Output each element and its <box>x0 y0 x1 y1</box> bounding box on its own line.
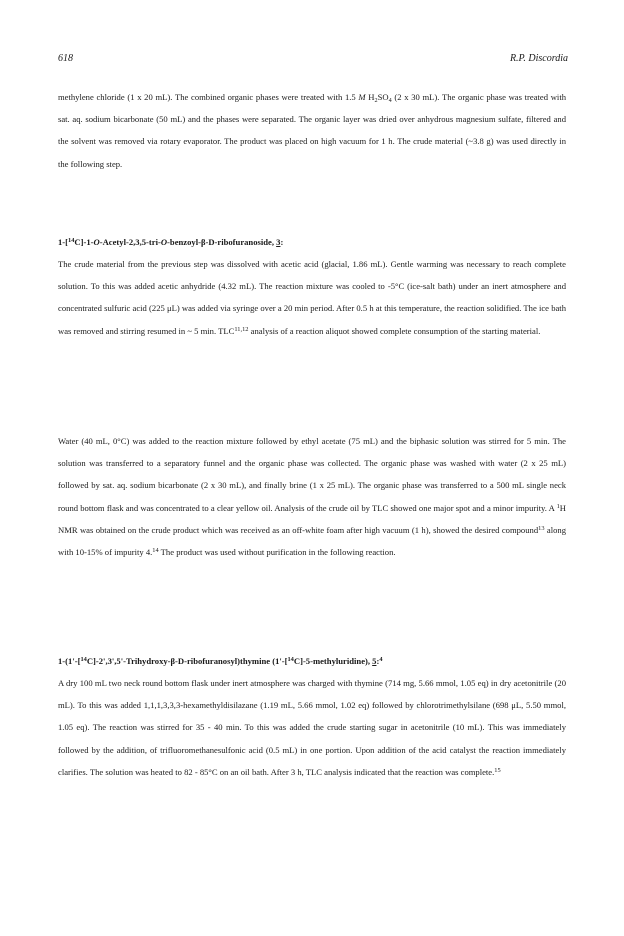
page-header <box>58 53 568 64</box>
section-heading-compound-3: 1-[$^{14}$C]-1-O-Acetyl-2,3,5-tri-O-benzoyl-β-D-ribofuranoside, 3: <box>58 237 284 247</box>
paragraph-glycosylation: A dry 100 mL two neck round bottom flask under inert atmosphere was charged with thymine (714 mg, 5.66 mmol, 1.05 eq) in dry acetonitrile (20 mL). To this was added 1,1,1,3,3,3-hexamethyldisilazane (1.19 mL, 5.66 mmol, 1.02 eq) followed by chlorotrimethylsilane (698 μL, 5.50 mmol, 1.05 eq). The reaction was stirred for 35 - 40 min. To this was added the crude starting sugar in acetonitrile (10 mL). This was immediately followed by the addition, of trifluoromethanesulfonic acid (0.5 mL) in one portion. Upon addition of the acid catalyst the reaction immediately clarifies. The solution was heated to 82 - 85°C on an oil bath. After 3 h, TLC analysis indicated that the reaction was complete.$^{15}$ <box>58 678 566 777</box>
running-author: R.P. Discordia <box>509 53 568 64</box>
section-heading-compound-5: 1-(1'-[$^{14}$C]-2',3',5'-Trihydroxy-β-D-ribofuranosyl)thymine (1'-[$^{14}$C]-5-methyluridine), 5:$^4$ <box>58 656 383 666</box>
paragraph-acetylation: The crude material from the previous step was dissolved with acetic acid (glacial, 1.86 mL). Gentle warming was necessary to reach complete solution. To this was added acetic anhydride (4.32 mL). The reaction mixture was cooled to -5°C (ice-salt bath) under an inert atmosphere and concentrated sulfuric acid (225 μL) was added via syringe over a 20 min period. After 0.5 h at this temperature, the reaction solidified. The ice bath was removed and stirring resumed in ~ 5 min. TLC$^{11,12}$ analysis of a reaction aliquot showed complete consumption of the starting material. <box>58 259 566 336</box>
paragraph-workup-1: methylene chloride (1 x 20 mL). The combined organic phases were treated with 1.5 M $H_2SO_4$ (2 x 30 mL). The organic phase was treated with sat. aq. sodium bicarbonate (50 mL) and the phases were separated. The organic layer was dried over anhydrous magnesium sulfate, filtered and the solvent was removed via rotary evaporator. The product was placed on high vacuum for 1 h. The crude material (~3.8 g) was used directly in the following step. <box>58 92 567 169</box>
paragraph-workup-2: Water (40 mL, 0°C) was added to the reaction mixture followed by ethyl acetate (75 mL) and the biphasic solution was stirred for 5 min. The solution was transferred to a separatory funnel and the organic phase was collected. The organic phase was washed with water (2 x 25 mL) followed by sat. aq. sodium bicarbonate (2 x 30 mL), and finally brine (1 x 25 mL). The organic phase was transferred to a 500 mL single neck round bottom flask and was concentrated to a clear yellow oil. Analysis of the crude oil by TLC showed one major spot and a minor impurity. A $^1$H NMR was obtained on the crude product which was received as an off-white foam after high vacuum (1 h), showed the desired compound$^{13}$ along with 10-15% of impurity 4.14 The product was used without purification in the following reaction. <box>58 436 566 558</box>
page-number: 618 <box>58 53 73 64</box>
